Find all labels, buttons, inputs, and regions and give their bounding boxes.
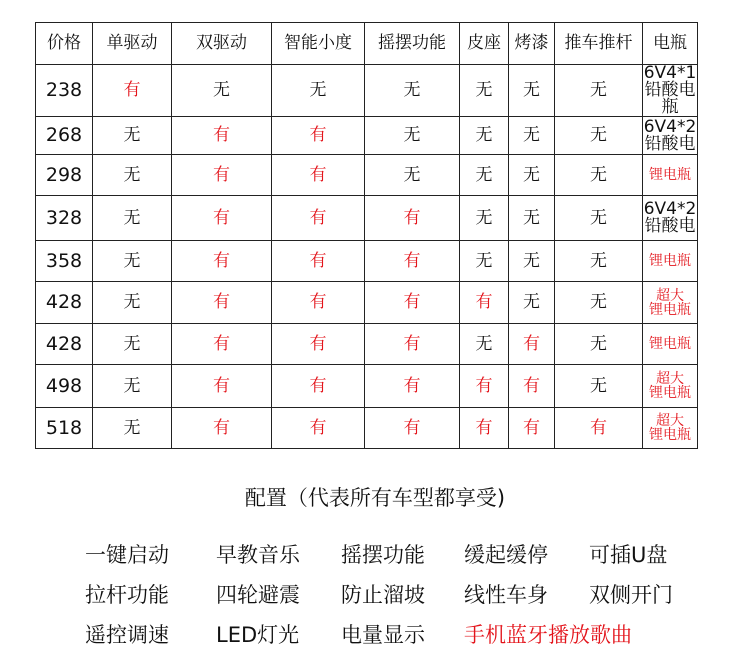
table-header-row	[36, 23, 698, 65]
feature-cell: 有	[172, 241, 272, 282]
feature-item: 双侧开门	[589, 583, 673, 607]
battery-line: 锂电瓶	[649, 427, 691, 443]
column-header: 摇摆功能	[365, 23, 460, 65]
table-row	[36, 282, 698, 324]
feature-cell: 无	[555, 117, 643, 155]
battery-cell	[643, 241, 698, 282]
feature-cell: 无	[460, 117, 509, 155]
feature-cell: 有	[509, 365, 555, 408]
feature-cell: 无	[509, 117, 555, 155]
column-header: 单驱动	[93, 23, 172, 65]
feature-cell: 无	[93, 117, 172, 155]
column-header: 价格	[36, 23, 93, 65]
feature-cell: 无	[93, 155, 172, 196]
feature-cell: 有	[272, 282, 365, 324]
feature-cell: 无	[93, 408, 172, 449]
price-cell: 238	[36, 65, 93, 117]
price-cell: 268	[36, 117, 93, 155]
feature-cell: 无	[93, 324, 172, 365]
battery-line: 锂电瓶	[649, 167, 691, 183]
feature-cell: 无	[93, 241, 172, 282]
feature-cell: 有	[555, 408, 643, 449]
battery-cell	[643, 324, 698, 365]
battery-cell	[643, 155, 698, 196]
feature-cell: 有	[272, 408, 365, 449]
feature-cell: 无	[93, 365, 172, 408]
battery-cell	[643, 365, 698, 408]
feature-cell: 无	[555, 365, 643, 408]
price-cell: 358	[36, 241, 93, 282]
feature-cell: 无	[555, 155, 643, 196]
battery-line: 6V4*2	[643, 199, 697, 219]
price-cell: 428	[36, 324, 93, 365]
feature-cell: 有	[365, 282, 460, 324]
feature-item: LED灯光	[216, 623, 300, 647]
feature-item: 摇摆功能	[341, 543, 425, 567]
feature-cell: 无	[365, 155, 460, 196]
feature-cell: 有	[365, 241, 460, 282]
table-row	[36, 117, 698, 155]
feature-item: 早教音乐	[216, 543, 300, 567]
feature-cell: 无	[365, 117, 460, 155]
price-cell: 298	[36, 155, 93, 196]
feature-cell: 有	[460, 408, 509, 449]
feature-cell: 无	[555, 324, 643, 365]
feature-item: 可插U盘	[589, 543, 668, 567]
feature-cell: 无	[460, 241, 509, 282]
price-cell: 328	[36, 196, 93, 241]
feature-cell: 无	[555, 241, 643, 282]
feature-item: 一键启动	[85, 543, 169, 567]
table-row	[36, 155, 698, 196]
column-header: 皮座	[460, 23, 509, 65]
feature-cell: 有	[172, 365, 272, 408]
feature-cell: 有	[272, 241, 365, 282]
column-header: 电瓶	[643, 23, 698, 65]
battery-cell	[643, 282, 698, 324]
feature-cell: 有	[460, 282, 509, 324]
battery-line: 锂电瓶	[649, 385, 691, 401]
feature-cell: 有	[172, 408, 272, 449]
battery-line: 超大	[656, 371, 684, 387]
feature-cell: 有	[365, 365, 460, 408]
feature-cell: 有	[93, 65, 172, 117]
feature-cell: 无	[509, 65, 555, 117]
battery-line: 超大	[656, 287, 684, 304]
battery-cell	[643, 196, 698, 241]
battery-line: 铅酸电	[644, 216, 696, 236]
feature-cell: 有	[172, 282, 272, 324]
feature-cell: 无	[460, 65, 509, 117]
table-row	[36, 65, 698, 117]
feature-cell: 无	[555, 196, 643, 241]
feature-cell: 有	[172, 155, 272, 196]
table-row	[36, 241, 698, 282]
battery-line: 6V4*1	[643, 63, 697, 83]
feature-cell: 无	[509, 155, 555, 196]
table-row	[36, 196, 698, 241]
feature-cell: 无	[172, 65, 272, 117]
feature-cell: 无	[555, 282, 643, 324]
feature-cell: 无	[93, 196, 172, 241]
feature-cell: 有	[365, 324, 460, 365]
feature-row	[85, 614, 725, 654]
price-cell: 428	[36, 282, 93, 324]
feature-item: 电量显示	[341, 623, 425, 647]
feature-cell: 有	[509, 408, 555, 449]
column-header: 推车推杆	[555, 23, 643, 65]
battery-line: 锂电瓶	[649, 336, 691, 352]
config-title: 配置（代表所有车型都享受)	[244, 486, 506, 510]
feature-cell: 无	[460, 196, 509, 241]
feature-cell: 有	[272, 324, 365, 365]
column-header: 烤漆	[509, 23, 555, 65]
feature-item: 四轮避震	[216, 583, 300, 607]
feature-item: 拉杆功能	[85, 583, 169, 607]
feature-cell: 无	[460, 155, 509, 196]
column-header: 双驱动	[172, 23, 272, 65]
feature-item: 防止溜坡	[341, 583, 425, 607]
column-header: 智能小度	[272, 23, 365, 65]
feature-cell: 有	[365, 408, 460, 449]
feature-item: 线性车身	[464, 583, 548, 607]
battery-cell	[643, 408, 698, 449]
battery-line: 铅酸电瓶	[644, 80, 696, 117]
feature-list	[85, 534, 725, 654]
feature-cell: 有	[509, 324, 555, 365]
feature-cell: 有	[172, 117, 272, 155]
feature-cell: 有	[272, 155, 365, 196]
feature-cell: 有	[272, 196, 365, 241]
feature-cell: 无	[460, 324, 509, 365]
feature-cell: 无	[509, 282, 555, 324]
feature-cell: 无	[509, 241, 555, 282]
feature-item: 手机蓝牙播放歌曲	[464, 623, 632, 647]
table-row	[36, 408, 698, 449]
feature-row	[85, 574, 725, 614]
feature-cell: 无	[365, 65, 460, 117]
battery-line: 超大	[656, 413, 684, 429]
feature-cell: 有	[365, 196, 460, 241]
battery-line: 6V4*2	[643, 116, 697, 137]
battery-cell	[643, 117, 698, 155]
price-cell: 498	[36, 365, 93, 408]
feature-row	[85, 534, 725, 574]
feature-item: 缓起缓停	[464, 543, 548, 567]
battery-line: 锂电瓶	[649, 301, 691, 318]
feature-cell: 有	[172, 196, 272, 241]
table-row	[36, 365, 698, 408]
battery-line: 锂电瓶	[649, 253, 691, 269]
battery-line: 铅酸电	[644, 133, 696, 154]
price-cell: 518	[36, 408, 93, 449]
feature-cell: 无	[555, 65, 643, 117]
feature-cell: 有	[272, 117, 365, 155]
feature-cell: 有	[172, 324, 272, 365]
feature-cell: 有	[272, 365, 365, 408]
feature-cell: 无	[272, 65, 365, 117]
battery-cell	[643, 65, 698, 117]
feature-cell: 无	[93, 282, 172, 324]
feature-item: 遥控调速	[85, 623, 169, 647]
price-spec-table	[35, 22, 698, 449]
table-row	[36, 324, 698, 365]
feature-cell: 无	[509, 196, 555, 241]
feature-cell: 有	[460, 365, 509, 408]
